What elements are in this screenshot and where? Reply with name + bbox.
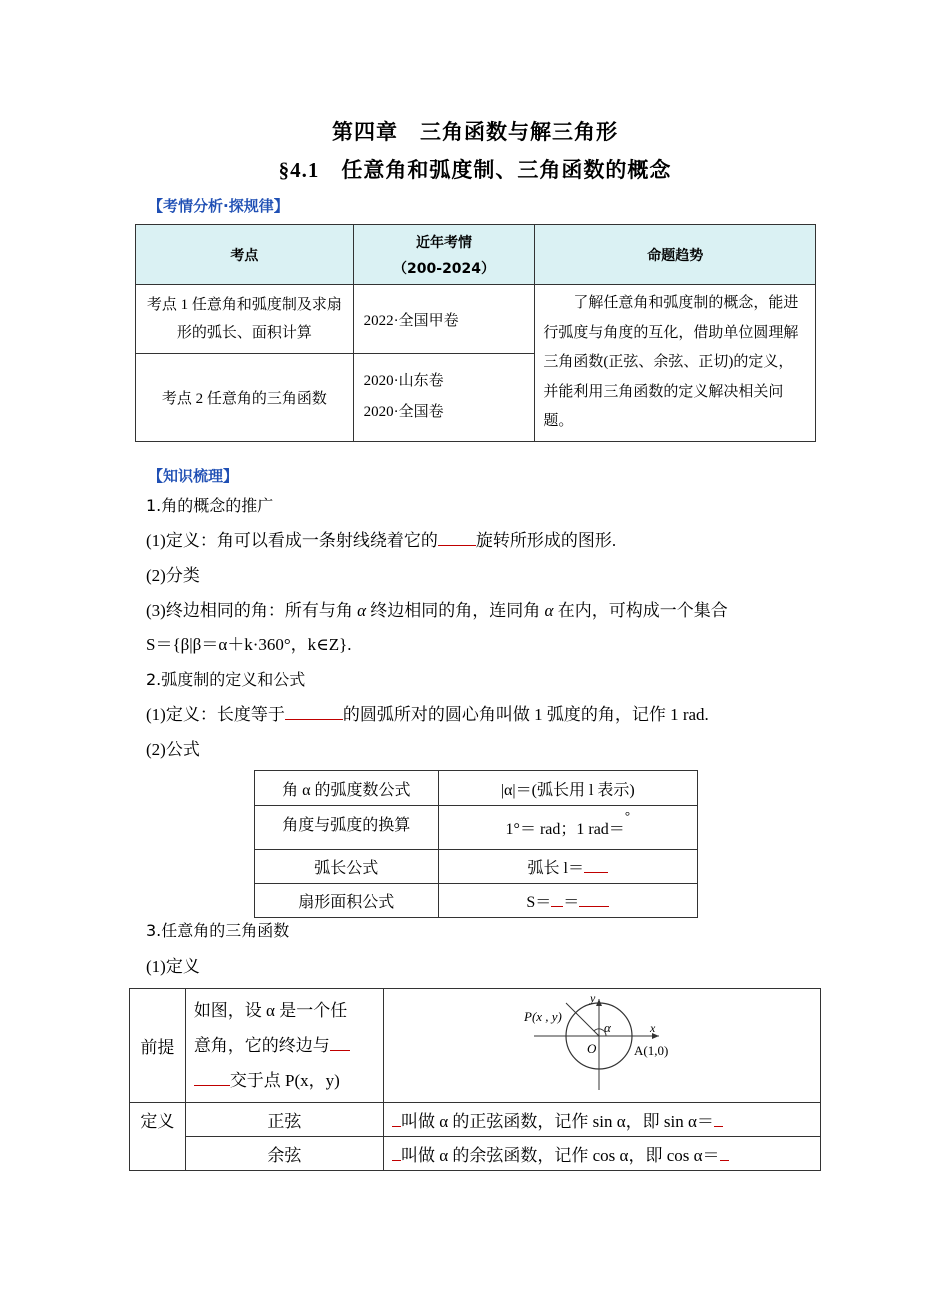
blank bbox=[392, 1146, 401, 1161]
chapter-title: 第四章 三角函数与解三角形 bbox=[332, 120, 618, 144]
y-label: y bbox=[589, 991, 596, 1005]
point-a-label: A(1,0) bbox=[633, 1043, 669, 1058]
col-header-exams: 近年考情 （200-2024） bbox=[353, 225, 535, 285]
formula-value: S＝ ＝ bbox=[438, 884, 697, 918]
point-p-label: P(x , y) bbox=[523, 1009, 562, 1024]
cosine-definition: 叫做 α 的余弦函数，记作 cos α，即 cos α＝ bbox=[383, 1137, 820, 1171]
formula-name: 弧长公式 bbox=[255, 850, 439, 884]
formula-name: 扇形面积公式 bbox=[255, 884, 439, 918]
blank bbox=[584, 858, 608, 873]
unit-circle-diagram bbox=[384, 990, 820, 1101]
sine-label: 正弦 bbox=[185, 1103, 383, 1137]
origin-label: O bbox=[586, 1041, 597, 1056]
blank bbox=[330, 1036, 350, 1051]
alpha-label: α bbox=[603, 1020, 611, 1035]
s2-definition: (1)定义：长度等于 的圆弧所对的圆心角叫做 1 弧度的角，记作 1 rad. bbox=[146, 705, 709, 724]
exam-analysis-table bbox=[135, 224, 816, 442]
blank bbox=[392, 1112, 401, 1127]
s1-same-terminal: (3)终边相同的角：所有与角 α 终边相同的角，连同角 α 在内，可构成一个集合 bbox=[146, 601, 728, 620]
formula-table bbox=[254, 770, 698, 918]
unit-circle-figure bbox=[383, 989, 820, 1103]
s2-formula-label: (2)公式 bbox=[146, 740, 200, 759]
formula-name: 角 α 的弧度数公式 bbox=[255, 771, 439, 806]
blank bbox=[194, 1071, 230, 1086]
blank bbox=[720, 1146, 729, 1161]
blank bbox=[438, 531, 476, 546]
s1-set: S＝{β|β＝α＋k·360°，k∈Z}. bbox=[146, 635, 352, 654]
col-header-trend: 命题趋势 bbox=[535, 225, 816, 285]
cosine-label: 余弦 bbox=[185, 1137, 383, 1171]
s1-title: 1.角的概念的推广 bbox=[146, 496, 274, 515]
s3-definition-label: (1)定义 bbox=[146, 957, 200, 976]
blank bbox=[579, 892, 609, 907]
premise-text: 如图，设 α 是一个任 意角，它的终边与 交于点 P(x，y) bbox=[185, 989, 383, 1103]
col-header-point: 考点 bbox=[136, 225, 354, 285]
trig-definition-table bbox=[129, 988, 821, 1171]
row2-exams: 2020·山东卷 2020·全国卷 bbox=[353, 354, 535, 441]
s3-title: 3.任意角的三角函数 bbox=[146, 921, 290, 940]
s1-classification: (2)分类 bbox=[146, 566, 200, 585]
formula-value: 弧长 l＝ bbox=[438, 850, 697, 884]
row1-exam: 2022·全国甲卷 bbox=[353, 285, 535, 354]
section-title: §4.1 任意角和弧度制、三角函数的概念 bbox=[278, 158, 672, 182]
sine-definition: 叫做 α 的正弦函数，记作 sin α，即 sin α＝ bbox=[383, 1103, 820, 1137]
s2-title: 2.弧度制的定义和公式 bbox=[146, 670, 306, 689]
row1-point: 考点 1 任意角和弧度制及求扇形的弧长、面积计算 bbox=[136, 285, 354, 354]
blank bbox=[714, 1112, 723, 1127]
x-label: x bbox=[649, 1021, 656, 1035]
trend-cell: 了解任意角和弧度制的概念，能进行弧度与角度的互化，借助单位圆理解三角函数(正弦、余弦、正切)的定义，并能利用三角函数的定义解决相关问题。 bbox=[535, 285, 816, 442]
row2-point: 考点 2 任意角的三角函数 bbox=[136, 354, 354, 441]
premise-label: 前提 bbox=[130, 989, 186, 1103]
formula-value: |α|＝(弧长用 l 表示) bbox=[438, 771, 697, 806]
knowledge-heading: 【知识梳理】 bbox=[148, 467, 239, 485]
blank bbox=[285, 705, 343, 720]
formula-name: 角度与弧度的换算 bbox=[255, 806, 439, 850]
s1-definition: (1)定义：角可以看成一条射线绕着它的 旋转所形成的图形. bbox=[146, 531, 617, 550]
analysis-heading: 【考情分析·探规律】 bbox=[148, 197, 289, 215]
formula-value: 1°＝ rad；1 rad＝° bbox=[438, 806, 697, 850]
blank bbox=[551, 892, 563, 907]
definition-label: 定义 bbox=[130, 1103, 186, 1171]
